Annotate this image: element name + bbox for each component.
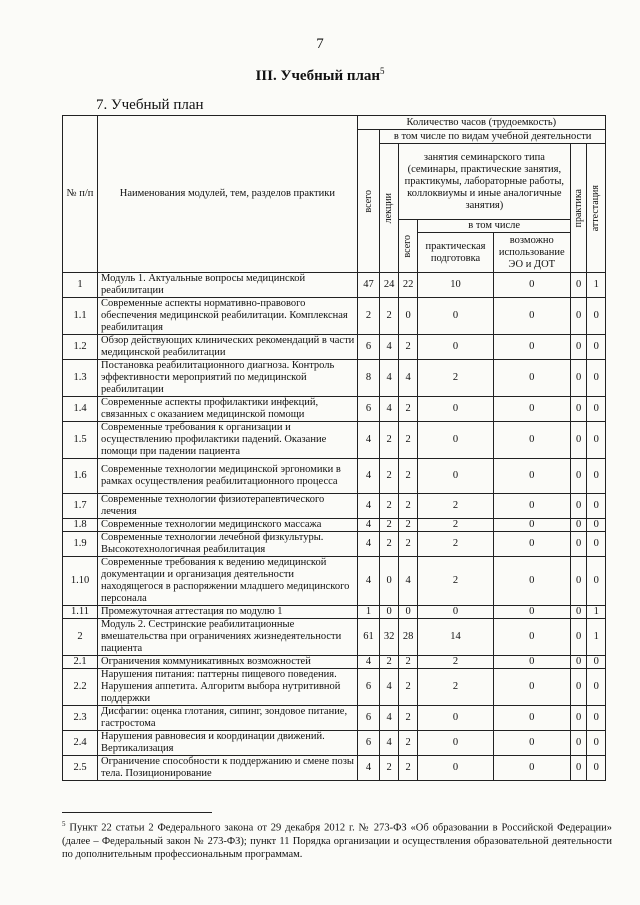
cell-practice: 0 xyxy=(570,360,586,397)
cell-eo: 0 xyxy=(493,459,570,494)
cell-sem: 2 xyxy=(398,669,418,706)
cell-lectures: 2 xyxy=(380,756,399,781)
cell-total: 4 xyxy=(357,459,380,494)
cell-sem: 2 xyxy=(398,422,418,459)
cell-lectures: 4 xyxy=(380,669,399,706)
header-seminar-total-text: всего xyxy=(402,234,414,258)
cell-eo: 0 xyxy=(493,519,570,532)
cell-att: 0 xyxy=(587,494,606,519)
cell-pp: 2 xyxy=(418,557,493,606)
cell-att: 0 xyxy=(587,397,606,422)
cell-num: 1 xyxy=(63,273,98,298)
cell-att: 0 xyxy=(587,335,606,360)
header-seminar-total xyxy=(398,220,418,273)
cell-lectures: 2 xyxy=(380,519,399,532)
header-hours: Количество часов (трудоемкость) xyxy=(357,116,605,130)
header-practice xyxy=(570,144,586,273)
cell-total: 61 xyxy=(357,619,380,656)
cell-practice: 0 xyxy=(570,656,586,669)
cell-pp: 0 xyxy=(418,756,493,781)
cell-total: 4 xyxy=(357,422,380,459)
cell-eo: 0 xyxy=(493,619,570,656)
footnote xyxy=(62,818,612,861)
cell-sem: 4 xyxy=(398,557,418,606)
cell-total: 6 xyxy=(357,397,380,422)
cell-practice: 0 xyxy=(570,669,586,706)
cell-total: 47 xyxy=(357,273,380,298)
cell-num: 1.1 xyxy=(63,298,98,335)
cell-lectures: 2 xyxy=(380,422,399,459)
cell-name: Модуль 1. Актуальные вопросы медицинской реабилитации xyxy=(98,273,358,298)
cell-lectures: 32 xyxy=(380,619,399,656)
table-row xyxy=(63,519,606,532)
cell-sem: 4 xyxy=(398,360,418,397)
table-row xyxy=(63,360,606,397)
curriculum-table xyxy=(62,115,606,781)
cell-eo: 0 xyxy=(493,397,570,422)
cell-pp: 0 xyxy=(418,298,493,335)
cell-att: 0 xyxy=(587,532,606,557)
cell-practice: 0 xyxy=(570,706,586,731)
cell-practice: 0 xyxy=(570,298,586,335)
cell-practice: 0 xyxy=(570,494,586,519)
cell-num: 1.6 xyxy=(63,459,98,494)
header-seminar: занятия семинарского типа (семинары, практические занятия, практикумы, лабораторные работы, коллоквиумы и иные аналогичные занятия) xyxy=(398,144,570,220)
cell-sem: 0 xyxy=(398,298,418,335)
header-lectures-text: лекции xyxy=(383,192,395,224)
cell-att: 0 xyxy=(587,557,606,606)
header-total-text: всего xyxy=(362,189,374,213)
cell-pp: 14 xyxy=(418,619,493,656)
table-row xyxy=(63,459,606,494)
cell-name: Современные требования к ведению медицинской документации и организация деятельности находящегося в распоряжении младшего медицинского персонала xyxy=(98,557,358,606)
cell-num: 1.3 xyxy=(63,360,98,397)
section-title-text: III. Учебный план xyxy=(255,68,381,84)
cell-name: Современные технологии лечебной физкультуры. Высокотехнологичная реабилитация xyxy=(98,532,358,557)
table-row xyxy=(63,731,606,756)
cell-eo: 0 xyxy=(493,273,570,298)
cell-lectures: 0 xyxy=(380,606,399,619)
cell-att: 1 xyxy=(587,273,606,298)
cell-num: 1.10 xyxy=(63,557,98,606)
cell-pp: 0 xyxy=(418,335,493,360)
cell-total: 4 xyxy=(357,494,380,519)
cell-att: 0 xyxy=(587,298,606,335)
cell-pp: 0 xyxy=(418,606,493,619)
table-row xyxy=(63,606,606,619)
page-number: 7 xyxy=(316,36,324,52)
cell-pp: 2 xyxy=(418,532,493,557)
cell-lectures: 4 xyxy=(380,360,399,397)
cell-eo: 0 xyxy=(493,335,570,360)
cell-practice: 0 xyxy=(570,756,586,781)
footnote-text: Пункт 22 статьи 2 Федерального закона от 29 декабря 2012 г. № 273-ФЗ «Об образовании в Российской Федерации» (далее – Федеральный закон № 273-ФЗ); пункт 11 Порядка организации и осуществления образовательной деятельности по дополнительным профессиональным программам. xyxy=(62,822,613,860)
cell-name: Ограничения коммуникативных возможностей xyxy=(98,656,358,669)
table-row xyxy=(63,756,606,781)
footnote-mark: 5 xyxy=(62,820,66,828)
cell-att: 0 xyxy=(587,519,606,532)
cell-att: 0 xyxy=(587,669,606,706)
cell-pp: 0 xyxy=(418,706,493,731)
cell-lectures: 0 xyxy=(380,557,399,606)
cell-lectures: 2 xyxy=(380,532,399,557)
footnote-divider xyxy=(62,812,212,813)
cell-sem: 2 xyxy=(398,459,418,494)
cell-total: 1 xyxy=(357,606,380,619)
cell-total: 4 xyxy=(357,557,380,606)
cell-sem: 2 xyxy=(398,731,418,756)
cell-num: 2.2 xyxy=(63,669,98,706)
cell-name: Современные аспекты профилактики инфекций, связанных с оказанием медицинской помощи xyxy=(98,397,358,422)
cell-eo: 0 xyxy=(493,422,570,459)
cell-lectures: 2 xyxy=(380,459,399,494)
cell-att: 0 xyxy=(587,656,606,669)
cell-pp: 2 xyxy=(418,656,493,669)
table-row xyxy=(63,669,606,706)
cell-num: 1.8 xyxy=(63,519,98,532)
header-by-type: в том числе по видам учебной деятельности xyxy=(380,130,606,144)
header-num: № п/п xyxy=(63,116,98,273)
cell-total: 4 xyxy=(357,756,380,781)
cell-total: 4 xyxy=(357,519,380,532)
cell-num: 2.1 xyxy=(63,656,98,669)
cell-eo: 0 xyxy=(493,706,570,731)
header-lectures xyxy=(380,144,399,273)
cell-practice: 0 xyxy=(570,519,586,532)
cell-eo: 0 xyxy=(493,557,570,606)
cell-att: 1 xyxy=(587,619,606,656)
cell-sem: 2 xyxy=(398,756,418,781)
table-row xyxy=(63,532,606,557)
cell-att: 0 xyxy=(587,706,606,731)
cell-pp: 2 xyxy=(418,669,493,706)
cell-practice: 0 xyxy=(570,731,586,756)
cell-lectures: 2 xyxy=(380,494,399,519)
cell-total: 6 xyxy=(357,335,380,360)
cell-practice: 0 xyxy=(570,422,586,459)
cell-num: 1.5 xyxy=(63,422,98,459)
module-row xyxy=(63,273,606,298)
cell-pp: 2 xyxy=(418,360,493,397)
header-eo-dot: возможно использование ЭО и ДОТ xyxy=(493,233,570,273)
cell-practice: 0 xyxy=(570,273,586,298)
cell-eo: 0 xyxy=(493,298,570,335)
cell-sem: 2 xyxy=(398,335,418,360)
cell-att: 1 xyxy=(587,606,606,619)
module-row xyxy=(63,619,606,656)
cell-name: Постановка реабилитационного диагноза. Контроль эффективности мероприятий по медицинской реабилитации xyxy=(98,360,358,397)
cell-num: 1.2 xyxy=(63,335,98,360)
table-row xyxy=(63,494,606,519)
cell-name: Промежуточная аттестация по модулю 1 xyxy=(98,606,358,619)
cell-num: 1.7 xyxy=(63,494,98,519)
cell-name: Современные аспекты нормативно-правового обеспечения медицинской реабилитации. Комплексная реабилитация xyxy=(98,298,358,335)
cell-name: Дисфагии: оценка глотания, сипинг, зондовое питание, гастростома xyxy=(98,706,358,731)
cell-practice: 0 xyxy=(570,335,586,360)
cell-eo: 0 xyxy=(493,360,570,397)
cell-practice: 0 xyxy=(570,532,586,557)
cell-lectures: 4 xyxy=(380,335,399,360)
cell-lectures: 4 xyxy=(380,397,399,422)
subsection-title: 7. Учебный план xyxy=(96,97,204,113)
cell-name: Нарушения равновесия и координации движений. Вертикализация xyxy=(98,731,358,756)
cell-practice: 0 xyxy=(570,459,586,494)
cell-total: 8 xyxy=(357,360,380,397)
header-total xyxy=(357,130,380,273)
cell-total: 2 xyxy=(357,298,380,335)
cell-num: 2.3 xyxy=(63,706,98,731)
cell-total: 4 xyxy=(357,656,380,669)
cell-name: Модуль 2. Сестринские реабилитационные вмешательства при ограничениях жизнедеятельности пациента xyxy=(98,619,358,656)
cell-name: Современные технологии физиотерапевтического лечения xyxy=(98,494,358,519)
table-row xyxy=(63,706,606,731)
cell-name: Ограничение способности к поддержанию и смене позы тела. Позиционирование xyxy=(98,756,358,781)
table-row xyxy=(63,397,606,422)
cell-att: 0 xyxy=(587,459,606,494)
header-name: Наименования модулей, тем, разделов практики xyxy=(98,116,358,273)
cell-name: Современные технологии медицинской эргономики в рамках осуществления реабилитационного процесса xyxy=(98,459,358,494)
cell-sem: 2 xyxy=(398,519,418,532)
table-row xyxy=(63,298,606,335)
cell-eo: 0 xyxy=(493,756,570,781)
cell-practice: 0 xyxy=(570,619,586,656)
cell-eo: 0 xyxy=(493,606,570,619)
cell-name: Современные технологии медицинского массажа xyxy=(98,519,358,532)
cell-lectures: 4 xyxy=(380,731,399,756)
table-row xyxy=(63,557,606,606)
cell-total: 6 xyxy=(357,706,380,731)
cell-num: 1.9 xyxy=(63,532,98,557)
cell-pp: 2 xyxy=(418,519,493,532)
cell-total: 4 xyxy=(357,532,380,557)
cell-eo: 0 xyxy=(493,656,570,669)
header-attestation-text: аттестация xyxy=(590,184,602,232)
cell-num: 1.4 xyxy=(63,397,98,422)
table-row xyxy=(63,335,606,360)
cell-pp: 0 xyxy=(418,422,493,459)
cell-eo: 0 xyxy=(493,494,570,519)
cell-lectures: 24 xyxy=(380,273,399,298)
cell-eo: 0 xyxy=(493,532,570,557)
cell-lectures: 2 xyxy=(380,656,399,669)
header-attestation xyxy=(587,144,606,273)
cell-num: 2.5 xyxy=(63,756,98,781)
section-title xyxy=(0,66,640,85)
cell-pp: 0 xyxy=(418,459,493,494)
cell-att: 0 xyxy=(587,360,606,397)
cell-practice: 0 xyxy=(570,557,586,606)
cell-lectures: 2 xyxy=(380,298,399,335)
table-row xyxy=(63,656,606,669)
cell-sem: 2 xyxy=(398,494,418,519)
curriculum-table-body xyxy=(63,273,606,781)
cell-eo: 0 xyxy=(493,731,570,756)
cell-total: 6 xyxy=(357,669,380,706)
cell-num: 2 xyxy=(63,619,98,656)
cell-pp: 2 xyxy=(418,494,493,519)
cell-eo: 0 xyxy=(493,669,570,706)
cell-lectures: 4 xyxy=(380,706,399,731)
cell-pp: 0 xyxy=(418,731,493,756)
cell-pp: 0 xyxy=(418,397,493,422)
cell-att: 0 xyxy=(587,756,606,781)
cell-sem: 2 xyxy=(398,532,418,557)
cell-name: Обзор действующих клинических рекомендаций в части медицинской реабилитации xyxy=(98,335,358,360)
cell-att: 0 xyxy=(587,731,606,756)
cell-name: Нарушения питания: паттерны пищевого поведения. Нарушения аппетита. Алгоритм выбора нутритивной поддержки xyxy=(98,669,358,706)
cell-practice: 0 xyxy=(570,606,586,619)
cell-att: 0 xyxy=(587,422,606,459)
cell-sem: 2 xyxy=(398,397,418,422)
cell-num: 2.4 xyxy=(63,731,98,756)
cell-sem: 2 xyxy=(398,656,418,669)
header-practice-text: практика xyxy=(572,188,584,228)
cell-name: Современные требования к организации и осуществлению профилактики падений. Оказание помощи при падении пациента xyxy=(98,422,358,459)
cell-num: 1.11 xyxy=(63,606,98,619)
cell-sem: 22 xyxy=(398,273,418,298)
cell-sem: 0 xyxy=(398,606,418,619)
header-practical-training: практическая подготовка xyxy=(418,233,493,273)
cell-practice: 0 xyxy=(570,397,586,422)
footnote-reference: 5 xyxy=(380,66,385,76)
header-including: в том числе xyxy=(418,220,570,233)
cell-total: 6 xyxy=(357,731,380,756)
cell-sem: 28 xyxy=(398,619,418,656)
cell-pp: 10 xyxy=(418,273,493,298)
table-row xyxy=(63,422,606,459)
cell-sem: 2 xyxy=(398,706,418,731)
